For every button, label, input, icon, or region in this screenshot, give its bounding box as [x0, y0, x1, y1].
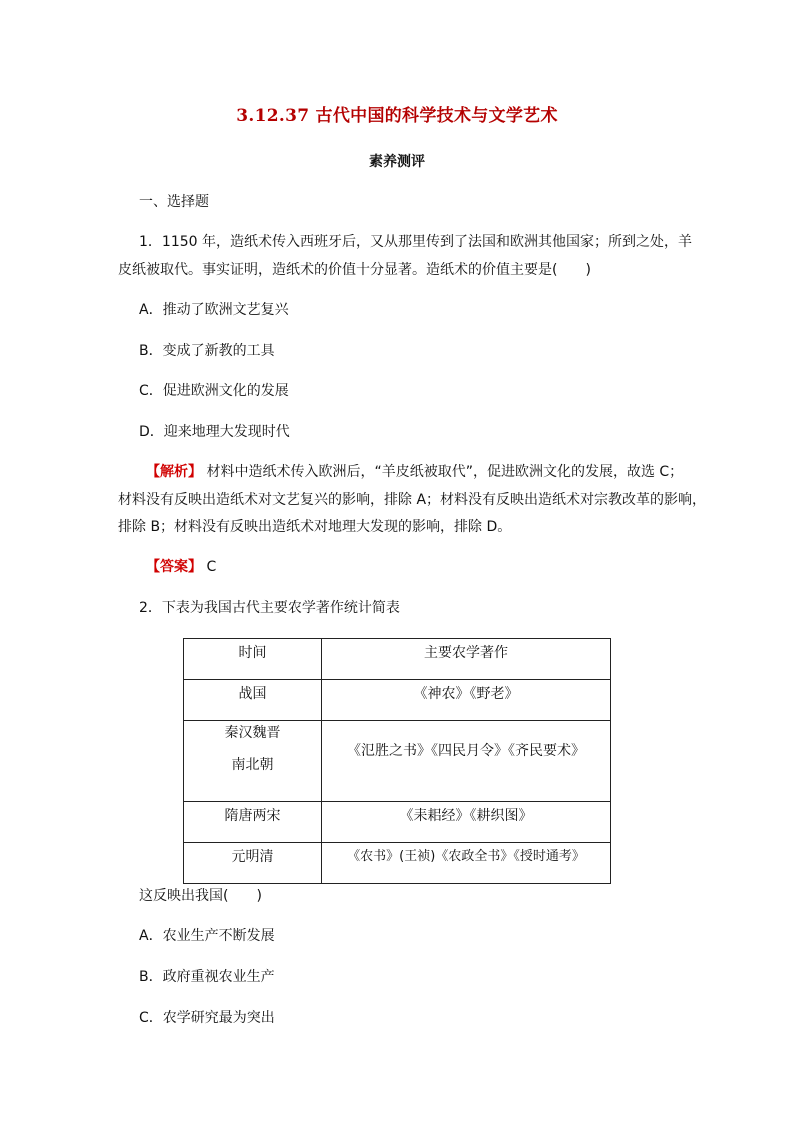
q1-analysis-line-1 — [146, 462, 683, 482]
q1-option-b: B．变成了新教的工具 — [139, 343, 275, 359]
q2-option-a: A．农业生产不断发展 — [139, 928, 275, 944]
table-cell-period: 隋唐两宋 — [184, 802, 322, 843]
answer-tag: 【答案】 — [146, 559, 202, 575]
table-row — [184, 802, 611, 843]
agricultural-works-table — [183, 638, 611, 884]
q2-stem: 2．下表为我国古代主要农学著作统计简表 — [139, 600, 400, 616]
q2-option-c: C．农学研究最为突出 — [139, 1010, 275, 1026]
table-cell-period: 战国 — [184, 680, 322, 721]
q1-stem-line-1: 1．1150 年，造纸术传入西班牙后，又从那里传到了法国和欧洲其他国家；所到之处，羊 — [139, 234, 692, 250]
analysis-text: 材料中造纸术传入欧洲后，“羊皮纸被取代”，促进欧洲文化的发展，故选 C； — [206, 464, 684, 480]
page-title: 3.12.37 古代中国的科学技术与文学艺术 — [236, 106, 558, 126]
q2-followup: 这反映出我国( ) — [139, 888, 262, 904]
q1-option-a: A．推动了欧洲文艺复兴 — [139, 302, 289, 318]
q1-option-c: C．促进欧洲文化的发展 — [139, 383, 289, 399]
table-row — [184, 843, 611, 884]
table-header-cell: 主要农学著作 — [322, 639, 611, 680]
table-header-cell: 时间 — [184, 639, 322, 680]
table-cell-works: 《农书》(王祯)《农政全书》《授时通考》 — [322, 843, 611, 884]
table-cell-period: 元明清 — [184, 843, 322, 884]
table-cell-works: 《耒耜经》《耕织图》 — [322, 802, 611, 843]
table-cell-works: 《神农》《野老》 — [322, 680, 611, 721]
q1-stem-line-2: 皮纸被取代。事实证明，造纸术的价值十分显著。造纸术的价值主要是( ) — [118, 262, 591, 278]
table-cell-works: 《氾胜之书》《四民月令》《齐民要术》 — [322, 721, 611, 802]
section-heading: 一、选择题 — [139, 194, 209, 210]
page-subtitle: 素养测评 — [369, 154, 425, 170]
q1-answer — [146, 557, 216, 577]
analysis-tag: 【解析】 — [146, 464, 202, 480]
table-row — [184, 721, 611, 802]
table-header-row — [184, 639, 611, 680]
q2-option-b: B．政府重视农业生产 — [139, 969, 275, 985]
q1-analysis-line-3: 排除 B；材料没有反映出造纸术对地理大发现的影响，排除 D。 — [118, 519, 512, 535]
table-cell-period: 秦汉魏晋 南北朝 — [184, 721, 322, 802]
answer-value: C — [206, 559, 217, 575]
q1-option-d: D．迎来地理大发现时代 — [139, 424, 290, 440]
q1-analysis-line-2: 材料没有反映出造纸术对文艺复兴的影响，排除 A；材料没有反映出造纸术对宗教改革的影响， — [118, 492, 707, 508]
table-row — [184, 680, 611, 721]
